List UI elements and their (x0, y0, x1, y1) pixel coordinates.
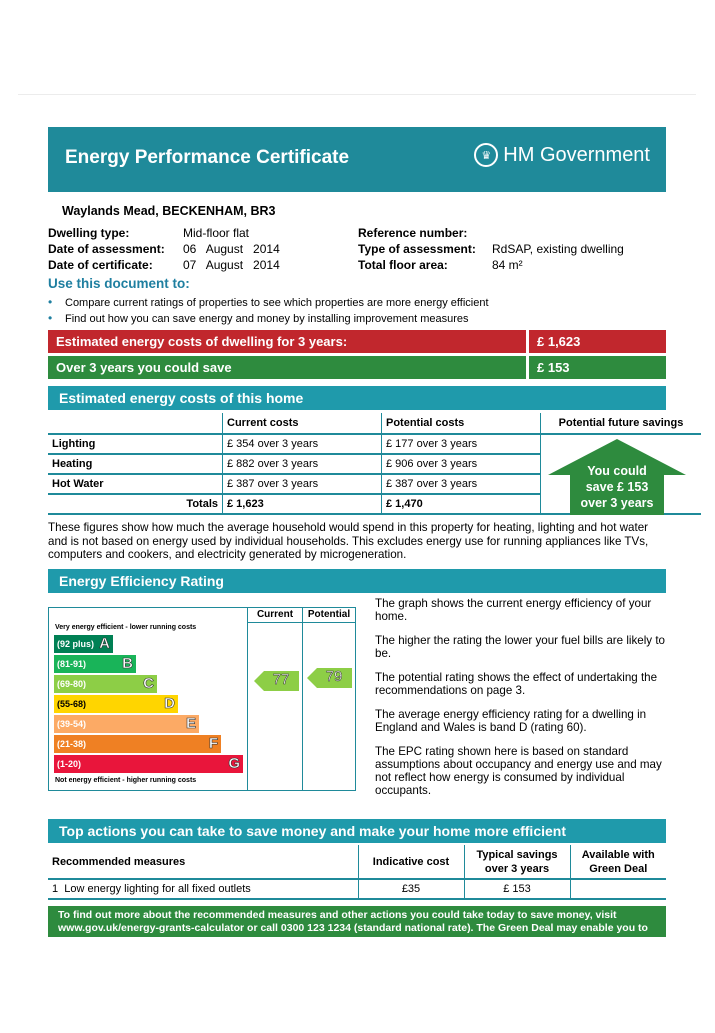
totals-current: £ 1,623 (223, 494, 382, 514)
floor-area-value: 84 m² (492, 258, 523, 272)
rating-paragraph: The potential rating shows the effect of undertaking the recommendations on page 3. (375, 671, 658, 697)
totals-label: Totals (48, 494, 223, 514)
rating-band-b (54, 655, 136, 673)
band-letter: E (185, 715, 196, 732)
green-deal-header: Available with Green Deal (570, 845, 666, 879)
measure-name: Low energy lighting for all fixed outlets (64, 883, 251, 895)
use-document-title: Use this document to: (48, 276, 190, 291)
current-cost: £ 354 over 3 years (223, 434, 382, 454)
list-item: • Compare current ratings of properties to see which properties are more energy efficient (48, 295, 489, 309)
potential-cost: £ 387 over 3 years (382, 474, 541, 494)
dwelling-type-label: Dwelling type: (48, 226, 130, 240)
actions-footer-note: To find out more about the recommended measures and other actions you could take today to save money, visit www.gov.uk/energy-grants-calculator or call 0300 123 1234 (standard national rate). The Green Deal may enable you to (48, 906, 666, 937)
current-rating-value: 77 (272, 671, 290, 688)
band-range: (69-80) (57, 679, 87, 689)
band-range: (21-38) (57, 739, 87, 749)
assessment-type-label: Type of assessment: (358, 242, 476, 256)
rating-paragraph: The EPC rating shown here is based on standard assumptions about occupancy and energy use and may not reflect how energy is consumed by individual occupants. (375, 745, 662, 797)
band-range: (1-20) (57, 759, 82, 769)
costs-table (48, 413, 701, 515)
rating-paragraph: The graph shows the current energy efficiency of your home. (375, 597, 652, 623)
dwelling-type-value: Mid-floor flat (183, 226, 250, 240)
actions-section-header (48, 819, 666, 843)
band-letter: D (164, 695, 175, 712)
band-letter: A (99, 635, 110, 652)
band-letter: G (228, 755, 240, 772)
date-assessment-value: 06 August 2014 (183, 242, 280, 256)
costs-section-header (48, 386, 666, 410)
band-range: (39-54) (57, 719, 87, 729)
current-cost: £ 882 over 3 years (223, 454, 382, 474)
current-costs-header: Current costs (223, 413, 382, 434)
arrow-text-line: save £ 153 (585, 480, 649, 494)
logo-text: HM Government (503, 143, 650, 166)
measure-savings: £ 153 (464, 879, 570, 899)
actions-table (48, 845, 666, 900)
reference-label: Reference number: (358, 226, 468, 240)
assessment-type-value: RdSAP, existing dwelling (492, 242, 624, 256)
crest-icon: ♛ (474, 143, 498, 167)
band-letter: B (122, 655, 133, 672)
details-left (48, 225, 165, 273)
rating-band-d (54, 695, 178, 713)
rating-band-e (54, 715, 199, 733)
top-divider (18, 94, 696, 95)
band-letter: C (143, 675, 154, 692)
energy-rating-graph (48, 607, 356, 791)
potential-costs-header: Potential costs (382, 413, 541, 434)
future-savings-header: Potential future savings (541, 413, 702, 434)
rating-paragraph: The higher the rating the lower your fuel bills are likely to be. (375, 634, 665, 660)
hm-government-logo (474, 143, 650, 167)
savings-label: Over 3 years you could save (56, 360, 232, 375)
list-item: • Find out how you can save energy and money by installing improvement measures (48, 311, 469, 325)
rating-section-header (48, 569, 666, 593)
measure-number: 1 (52, 883, 59, 895)
rating-section-title: Energy Efficiency Rating (59, 573, 224, 589)
rating-band-f (54, 735, 221, 753)
date-assessment-label: Date of assessment: (48, 242, 165, 256)
band-range: (81-91) (57, 659, 87, 669)
rating-band-a (54, 635, 113, 653)
property-address: Waylands Mead, BECKENHAM, BR3 (62, 204, 276, 218)
details-left-values (183, 225, 280, 273)
table-row (48, 879, 666, 899)
estimated-cost-label: Estimated energy costs of dwelling for 3 years: (56, 334, 348, 349)
measures-header: Recommended measures (48, 845, 358, 879)
reference-value (492, 225, 624, 241)
use-document-list (48, 295, 489, 327)
estimated-cost-bar (48, 330, 666, 353)
details-right-values (492, 225, 624, 273)
savings-arrow-cell (541, 434, 702, 514)
date-certificate-value: 07 August 2014 (183, 258, 280, 272)
rating-paragraph: The average energy efficiency rating for a dwelling in England and Wales is band D (rating 60). (375, 708, 647, 734)
rating-band-c (54, 675, 157, 693)
row-label: Hot Water (48, 474, 223, 494)
potential-column-header: Potential (307, 609, 351, 620)
band-range: (92 plus) (57, 639, 95, 649)
savings-bar (48, 356, 666, 379)
potential-cost: £ 906 over 3 years (382, 454, 541, 474)
rating-band-g (54, 755, 243, 773)
top-caption: Very energy efficient - lower running costs (55, 624, 197, 631)
band-range: (55-68) (57, 699, 87, 709)
savings-header: Typical savings over 3 years (464, 845, 570, 879)
rating-explanation (375, 597, 667, 808)
arrow-text-line: over 3 years (580, 496, 654, 510)
potential-cost: £ 177 over 3 years (382, 434, 541, 454)
details-right (358, 225, 476, 273)
actions-section-title: Top actions you can take to save money and make your home more efficient (59, 823, 566, 839)
certificate-title: Energy Performance Certificate (65, 147, 350, 168)
costs-section-title: Estimated energy costs of this home (59, 390, 304, 406)
current-column-header: Current (256, 609, 294, 620)
bottom-caption: Not energy efficient - higher running costs (55, 777, 197, 784)
estimated-cost-value: £ 1,623 (537, 334, 581, 349)
date-certificate-label: Date of certificate: (48, 258, 153, 272)
table-row (48, 434, 701, 454)
measure-green-deal (570, 879, 666, 899)
potential-rating-value: 79 (325, 668, 343, 685)
floor-area-label: Total floor area: (358, 258, 448, 272)
current-cost: £ 387 over 3 years (223, 474, 382, 494)
row-label: Heating (48, 454, 223, 474)
arrow-text-line: You could (587, 464, 647, 478)
cost-header: Indicative cost (358, 845, 464, 879)
costs-note: These figures show how much the average household would spend in this property for heating, lighting and hot water and is not based on energy used by individual households. This excludes energy use for running appliances like TVs, computers and cookers, and electricity generated by microgeneration. (48, 521, 649, 561)
band-letter: F (208, 735, 218, 752)
measure-cost: £35 (358, 879, 464, 899)
savings-value: £ 153 (537, 360, 570, 375)
totals-potential: £ 1,470 (382, 494, 541, 514)
certificate-header (48, 127, 666, 192)
row-label: Lighting (48, 434, 223, 454)
